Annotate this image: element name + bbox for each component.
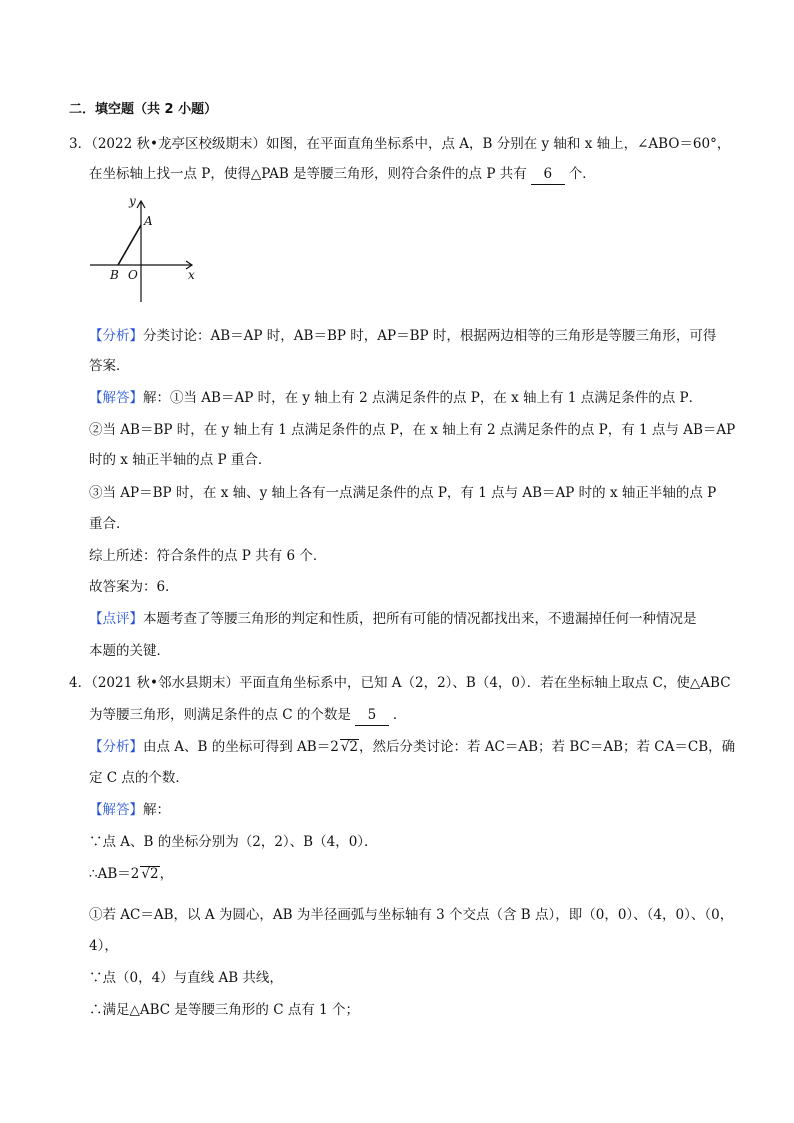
solution-tag: 【解答】: [89, 802, 143, 818]
q3-comment-line2: 本题的关键．: [89, 643, 170, 659]
comment-tag: 【点评】: [89, 611, 143, 627]
q4-solution-head: [89, 800, 170, 820]
segment-ab: [118, 225, 141, 265]
analysis-tag: 【分析】: [89, 739, 143, 755]
q3-solution-line3: 时的 x 轴正半轴的点 P 重合．: [89, 452, 272, 468]
q3-solution-line7: 故答案为：6．: [89, 579, 179, 595]
q3-comment-text: 本题考查了等腰三角形的判定和性质，把所有可能的情况都找出来，不遗漏掉任何一种情况是: [143, 611, 697, 627]
coordinate-figure: [85, 190, 205, 305]
analysis-tag: 【分析】: [89, 328, 143, 344]
label-o: O: [128, 268, 138, 282]
label-x: x: [188, 268, 195, 282]
q4-analysis-line1: [89, 737, 735, 757]
q4-solution-head-text: 解：: [143, 802, 170, 818]
q3-comment-line1: [89, 609, 697, 629]
q4-solution-line5: ∵点（0，4）与直线 AB 共线，: [89, 970, 283, 986]
q3-solution-line6: 综上所述：符合条件的点 P 共有 6 个．: [89, 548, 327, 564]
sqrt-arg: 2: [349, 739, 359, 755]
q3-solution-line1: [89, 388, 702, 408]
q4-analysis-text-b: ，然后分类讨论：若 AC＝AB；若 BC＝AB；若 CA＝CB，确: [359, 739, 736, 755]
sqrt-arg: 2: [149, 866, 159, 882]
q3-stem-line1: 3．（2022 秋•龙亭区校级期末）如图，在平面直角坐标系中，点 A，B 分别在 y 轴和 x 轴上，∠ABO＝60°，: [69, 136, 731, 152]
q3-answer-blank: 6: [531, 164, 565, 185]
sqrt-symbol: √2: [141, 866, 159, 882]
q3-solution-text: 解：①当 AB＝AP 时，在 y 轴上有 2 点满足条件的点 P，在 x 轴上有 1 点满足条件的点 P．: [143, 390, 703, 406]
q4-stem-tail: ．: [392, 707, 407, 723]
label-a: A: [144, 214, 153, 228]
q3-solution-line2: ②当 AB＝BP 时，在 y 轴上有 1 点满足条件的点 P，在 x 轴上有 2 点满足条件的点 P，有 1 点与 AB＝AP: [89, 422, 736, 438]
q3-solution-line5: 重合．: [89, 516, 130, 532]
q3-stem-tail: 个．: [568, 166, 596, 182]
q4-analysis-text: 由点 A、B 的坐标可得到 AB＝2: [143, 739, 339, 755]
label-y: y: [129, 194, 136, 208]
q3-stem-line2: [89, 164, 596, 185]
q3-analysis-text: 分类讨论：AB＝AP 时，AB＝BP 时，AP＝BP 时，根据两边相等的三角形是等腰三角形，可得: [143, 328, 717, 344]
q4-stem-text: 为等腰三角形，则满足条件的点 C 的个数是: [89, 707, 351, 723]
q4-stem-line1: 4．（2021 秋•邻水县期末）平面直角坐标系中，已知 A（2，2）、B（4，0）．若在坐标轴上取点 C，使△ABC: [69, 675, 731, 691]
q4-stem-line2: [89, 705, 406, 726]
q4-solution-line3: ①若 AC＝AB，以 A 为圆心，AB 为半径画弧与坐标轴有 3 个交点（含 B 点），即（0，0）、（4，0）、（0，: [89, 907, 734, 923]
q4-analysis-line2: 定 C 点的个数．: [89, 770, 189, 786]
q4-solution-line6: ∴满足△ABC 是等腰三角形的 C 点有 1 个；: [89, 1002, 360, 1018]
q3-solution-line4: ③当 AP＝BP 时，在 x 轴、y 轴上各有一点满足条件的点 P，有 1 点与 AB＝AP 时的 x 轴正半轴的点 P: [89, 485, 717, 501]
label-b: B: [110, 268, 119, 282]
solution-tag: 【解答】: [89, 390, 143, 406]
q4-solution-comma: ，: [159, 866, 174, 882]
section-title: 二．填空题（共 2 小题）: [69, 102, 218, 117]
q3-analysis-line2: 答案．: [89, 358, 130, 374]
q4-solution-line4: 4），: [89, 938, 118, 954]
sqrt-symbol: √2: [340, 739, 359, 755]
q4-solution-line2: [89, 864, 173, 884]
q4-solution-text: ∴AB＝2: [89, 866, 140, 882]
q4-solution-line1: ∵点 A、B 的坐标分别为（2，2）、B（4，0）．: [89, 834, 378, 850]
q4-answer-blank: 5: [355, 705, 389, 726]
q3-stem-text: 在坐标轴上找一点 P，使得△PAB 是等腰三角形，则符合条件的点 P 共有: [89, 166, 527, 182]
q3-analysis-line1: [89, 326, 716, 346]
